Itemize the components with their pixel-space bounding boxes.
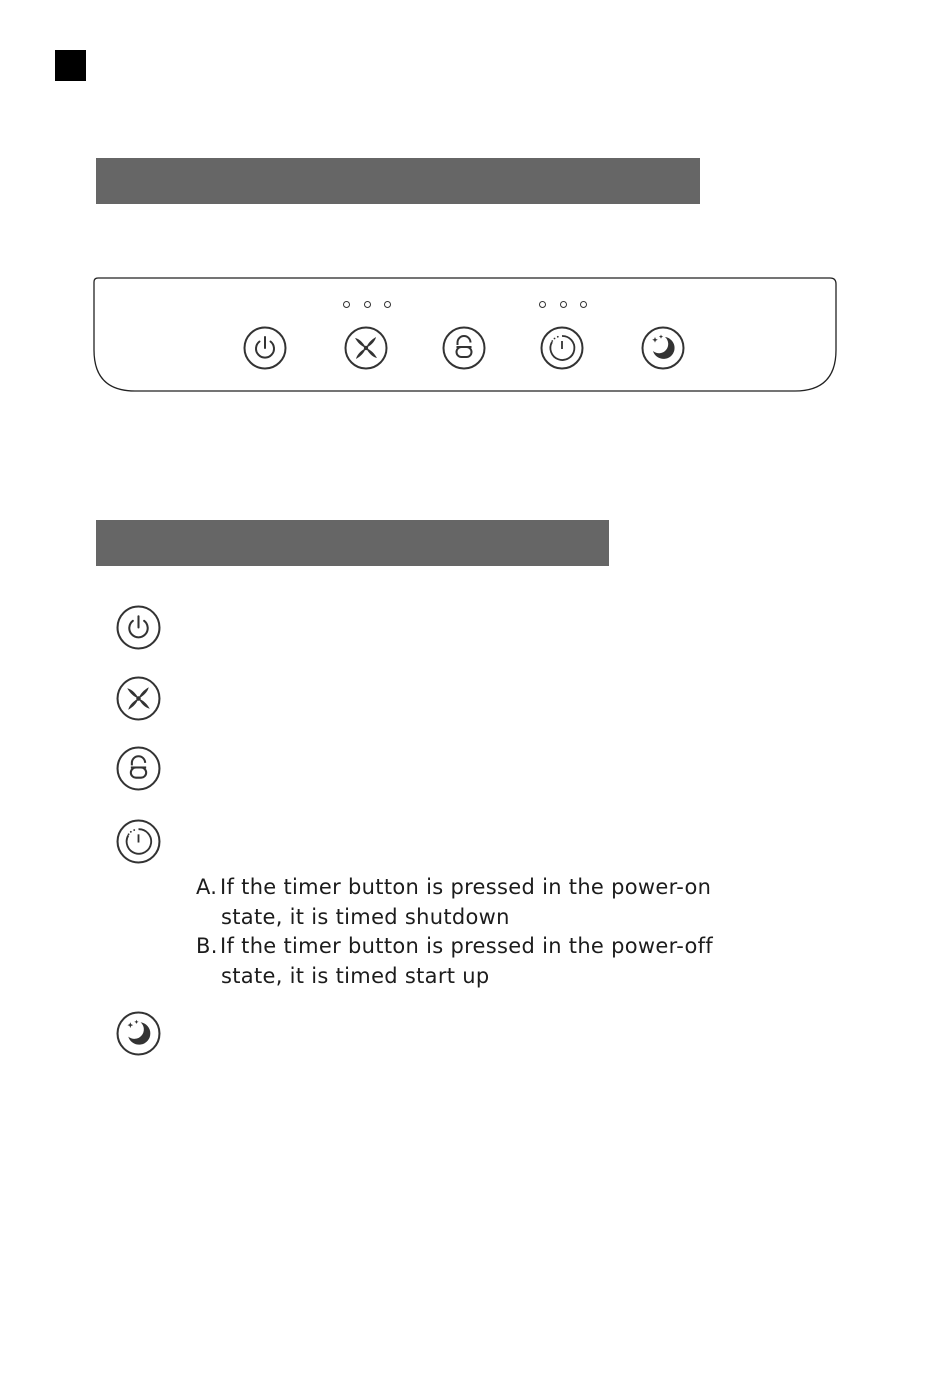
timer-button[interactable] [540, 326, 584, 370]
legend-timer-icon [116, 819, 161, 864]
power-icon [243, 326, 287, 370]
sleep-moon-icon [116, 1011, 161, 1056]
sleep-button[interactable] [641, 326, 685, 370]
timer-indicator-3 [580, 301, 587, 308]
fan-speed-indicator-2 [364, 301, 371, 308]
note-text: If the timer button is pressed in the power-off [220, 934, 713, 958]
legend-power-icon [116, 605, 161, 650]
note-text: state, it is timed start up [221, 963, 490, 988]
lock-icon [116, 746, 161, 791]
note-text: If the timer button is pressed in the power-on [220, 875, 712, 899]
note-letter: B. [196, 934, 218, 958]
timer-icon [116, 819, 161, 864]
timer-note-a [196, 873, 796, 932]
fan-speed-button[interactable] [344, 326, 388, 370]
power-button[interactable] [243, 326, 287, 370]
timer-indicator-1 [539, 301, 546, 308]
lock-icon [442, 326, 486, 370]
timer-indicator-2 [560, 301, 567, 308]
legend-sleep-moon-icon [116, 1011, 161, 1056]
power-icon [116, 605, 161, 650]
legend-fan-icon [116, 676, 161, 721]
section-header-bar-button-functions [96, 520, 609, 566]
note-text: state, it is timed shutdown [221, 904, 510, 929]
fan-icon [116, 676, 161, 721]
legend-lock-icon [116, 746, 161, 791]
lock-button[interactable] [442, 326, 486, 370]
note-letter: A. [196, 875, 218, 899]
fan-icon [344, 326, 388, 370]
timer-icon [540, 326, 584, 370]
fan-speed-indicator-1 [343, 301, 350, 308]
sleep-moon-icon [641, 326, 685, 370]
timer-note-b [196, 932, 796, 991]
fan-speed-indicator-3 [384, 301, 391, 308]
